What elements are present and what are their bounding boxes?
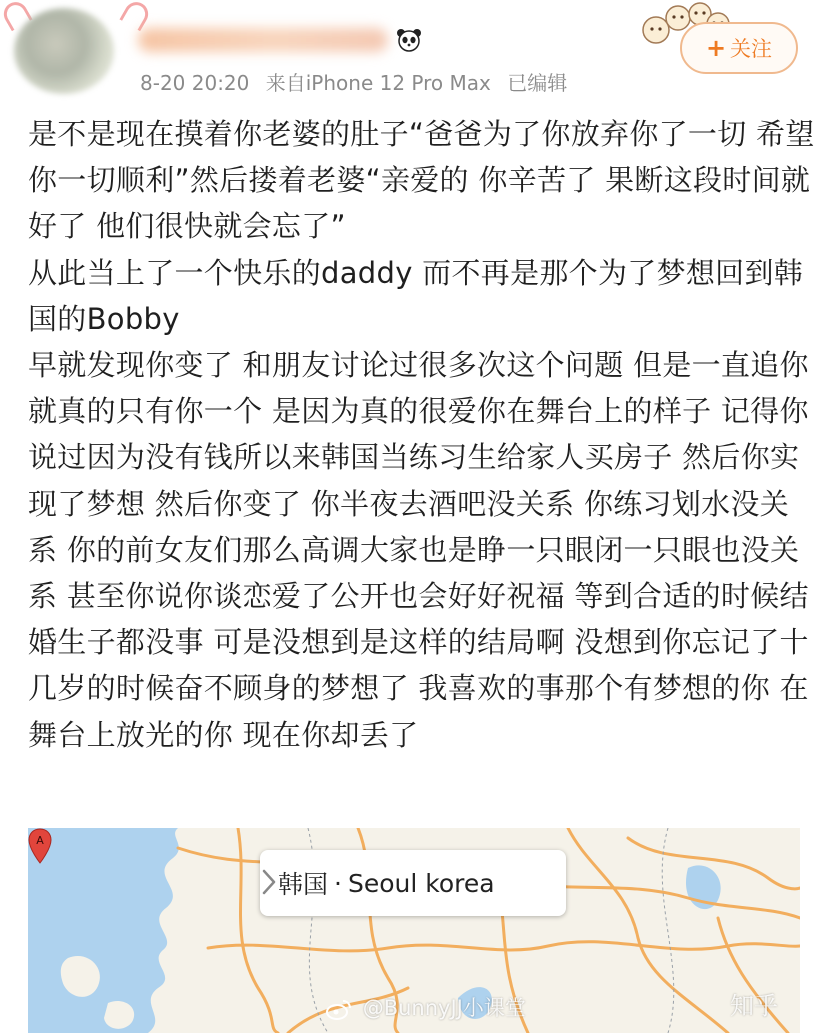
username[interactable] <box>138 28 388 52</box>
post-source[interactable]: 来自iPhone 12 Pro Max <box>265 71 491 95</box>
post-paragraph: 从此当上了一个快乐的daddy 而不再是那个为了梦想回到韩国的Bobby <box>28 255 804 336</box>
weibo-logo-icon <box>326 998 352 1020</box>
edited-label[interactable]: 已编辑 <box>507 71 568 95</box>
follow-button[interactable] <box>680 22 798 74</box>
zhihu-watermark: 知乎 <box>730 992 778 1020</box>
weibo-watermark <box>326 992 526 1022</box>
map-pin-icon[interactable] <box>28 828 52 864</box>
post-content <box>28 111 818 758</box>
location-country: 韩国 <box>278 870 329 899</box>
location-city: Seoul korea <box>347 868 495 898</box>
post-header <box>0 0 828 110</box>
post-meta <box>140 67 577 96</box>
avatar[interactable] <box>14 8 114 94</box>
post-paragraph: 早就发现你变了 和朋友讨论过很多次这个问题 但是一直追你就真的只有你一个 是因为真的很爱你在舞台上的样子 记得你说过因为没有钱所以来韩国当练习生给家人买房子 然后你实现了梦想 然后你变了 你半夜去酒吧没关系 你练习划水没关系 你的前女友们那么高调大家也是睁一只眼闭一只眼也没关系 甚至你说你谈恋爱了公开也会好好祝福 等到合适的时候结婚生子都没事 可是没想到是这样的结局啊 没想到你忘记了十几岁的时候奋不顾身的梦想了 我喜欢的事那个有梦想的你 在舞台上放光的你 现在你却丢了 <box>28 348 809 752</box>
weibo-watermark-text: @BunnyJJ小课堂 <box>362 996 526 1020</box>
location-separator: · <box>334 868 342 898</box>
location-label[interactable] <box>260 850 566 916</box>
chevron-right-icon <box>260 867 278 897</box>
follow-label: 关注 <box>730 37 773 61</box>
post-paragraph: 是不是现在摸着你老婆的肚子“爸爸为了你放弃你了一切 希望你一切顺利”然后搂着老婆“亲爱的 你辛苦了 果断这段时间就好了 他们很快就会忘了” <box>28 117 815 244</box>
panda-icon <box>396 28 422 52</box>
plus-icon: + <box>705 34 727 62</box>
bunny-ear-decoration <box>119 0 152 31</box>
map-pin-letter: A <box>36 834 44 847</box>
post-time: 8-20 20:20 <box>140 71 250 95</box>
